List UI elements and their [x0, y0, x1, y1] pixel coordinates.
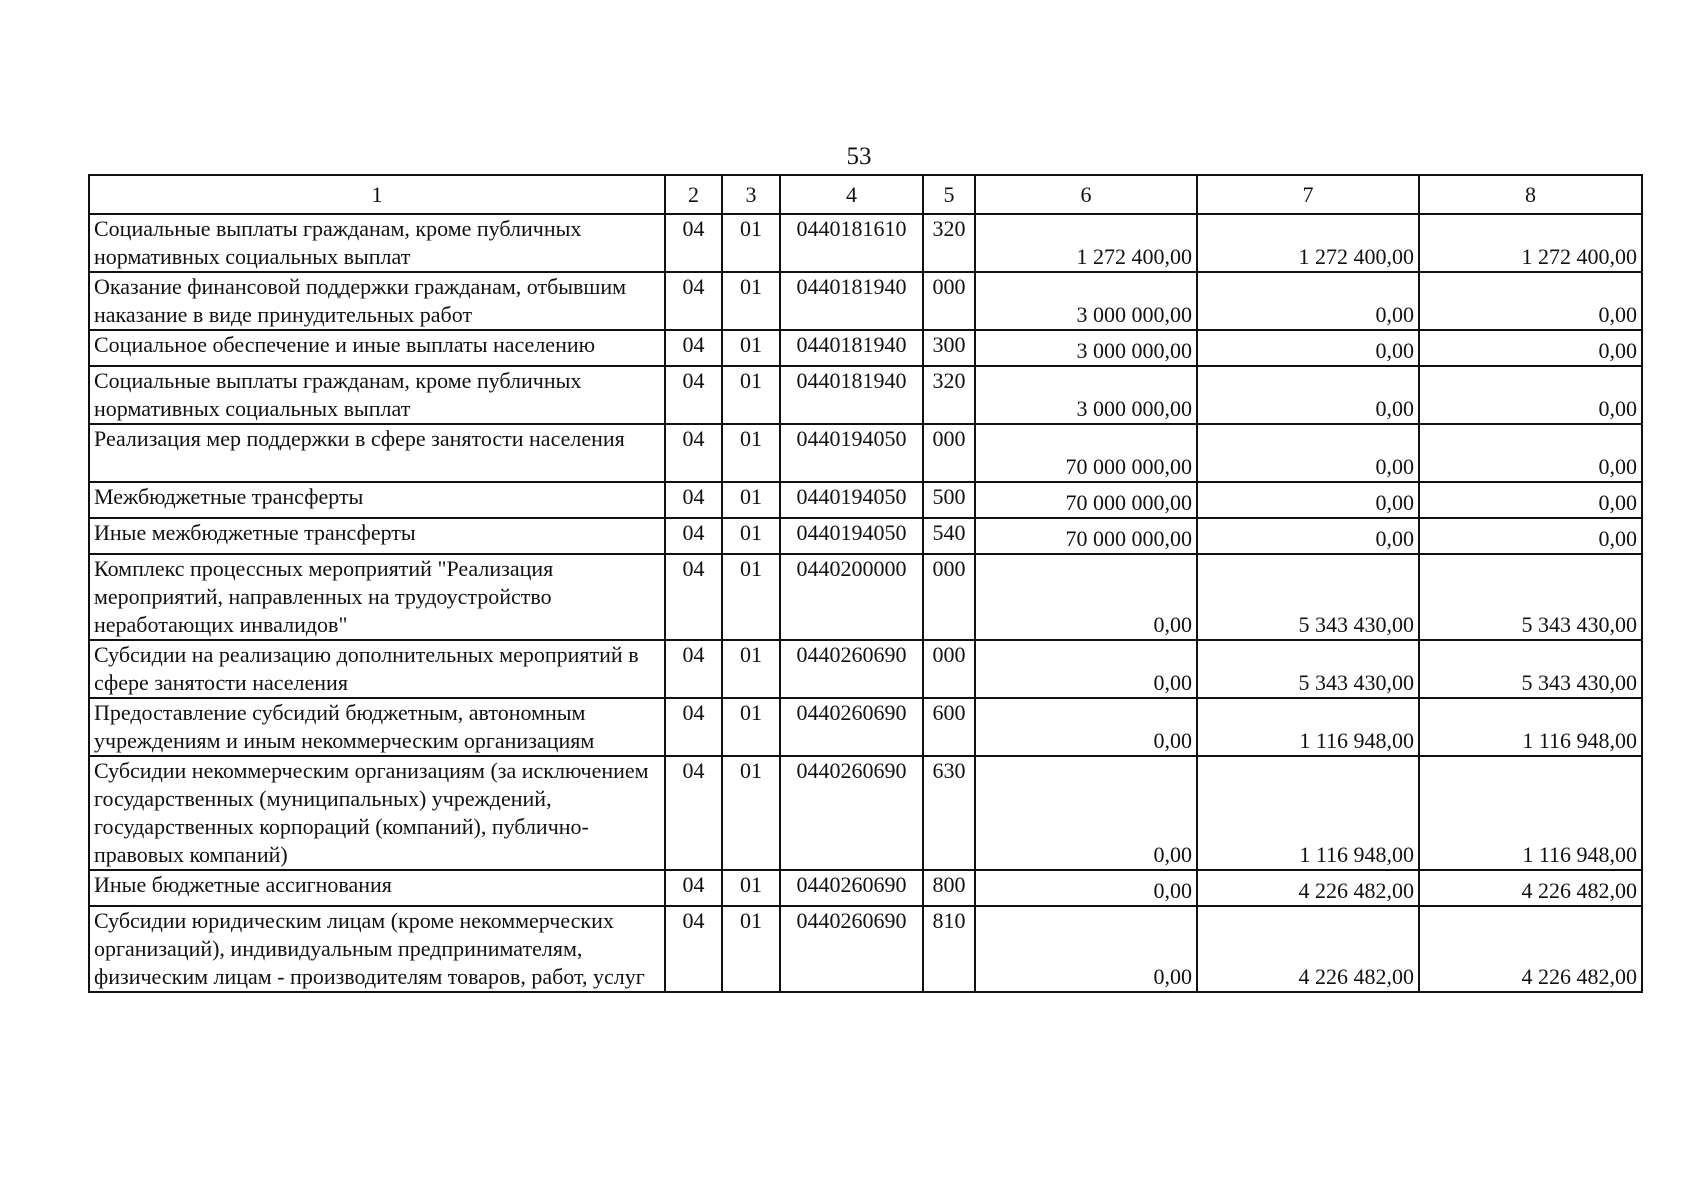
- row-expense-type: 600: [923, 698, 975, 756]
- row-expense-type: 320: [923, 214, 975, 272]
- row-amount-6: 3 000 000,00: [975, 272, 1197, 330]
- table-row: [89, 640, 1642, 698]
- row-amount-7: 0,00: [1197, 272, 1419, 330]
- row-target-article: 0440260690: [780, 698, 923, 756]
- row-amount-7: 0,00: [1197, 330, 1419, 366]
- page-number: 53: [846, 143, 872, 170]
- row-amount-8: 0,00: [1419, 366, 1642, 424]
- row-expense-type: 320: [923, 366, 975, 424]
- row-subsection: 01: [722, 424, 780, 482]
- row-amount-8: 0,00: [1419, 272, 1642, 330]
- row-name: Социальное обеспечение и иные выплаты населению: [89, 330, 665, 366]
- row-target-article: 0440181940: [780, 272, 923, 330]
- row-target-article: 0440194050: [780, 424, 923, 482]
- row-subsection: 01: [722, 870, 780, 906]
- row-subsection: 01: [722, 554, 780, 640]
- row-amount-6: 0,00: [975, 698, 1197, 756]
- row-amount-6: 0,00: [975, 870, 1197, 906]
- row-amount-7: 0,00: [1197, 482, 1419, 518]
- row-section: 04: [665, 366, 722, 424]
- row-name: Субсидии некоммерческим организациям (за исключением государственных (муниципальных) учреждений, государственных корпораций (компаний), публично-правовых компаний): [89, 756, 665, 870]
- row-amount-8: 5 343 430,00: [1419, 554, 1642, 640]
- row-expense-type: 300: [923, 330, 975, 366]
- row-section: 04: [665, 330, 722, 366]
- row-section: 04: [665, 424, 722, 482]
- row-target-article: 0440260690: [780, 906, 923, 992]
- row-amount-8: 4 226 482,00: [1419, 906, 1642, 992]
- row-section: 04: [665, 482, 722, 518]
- row-name: Иные бюджетные ассигнования: [89, 870, 665, 906]
- header-col-5: 5: [923, 175, 975, 214]
- row-section: 04: [665, 756, 722, 870]
- row-section: 04: [665, 214, 722, 272]
- row-amount-6: 0,00: [975, 906, 1197, 992]
- row-target-article: 0440194050: [780, 518, 923, 554]
- row-expense-type: 630: [923, 756, 975, 870]
- row-name: Субсидии на реализацию дополнительных мероприятий в сфере занятости населения: [89, 640, 665, 698]
- row-section: 04: [665, 906, 722, 992]
- row-amount-7: 1 272 400,00: [1197, 214, 1419, 272]
- row-expense-type: 500: [923, 482, 975, 518]
- row-subsection: 01: [722, 906, 780, 992]
- row-expense-type: 000: [923, 424, 975, 482]
- row-subsection: 01: [722, 482, 780, 518]
- row-amount-6: 70 000 000,00: [975, 424, 1197, 482]
- header-col-1: 1: [89, 175, 665, 214]
- row-subsection: 01: [722, 698, 780, 756]
- header-col-7: 7: [1197, 175, 1419, 214]
- row-section: 04: [665, 870, 722, 906]
- row-expense-type: 810: [923, 906, 975, 992]
- row-amount-7: 4 226 482,00: [1197, 906, 1419, 992]
- table-row: [89, 482, 1642, 518]
- table-row: [89, 756, 1642, 870]
- row-subsection: 01: [722, 640, 780, 698]
- table-row: [89, 870, 1642, 906]
- table-row: [89, 330, 1642, 366]
- row-amount-7: 4 226 482,00: [1197, 870, 1419, 906]
- row-expense-type: 000: [923, 554, 975, 640]
- table-row: [89, 698, 1642, 756]
- row-amount-7: 5 343 430,00: [1197, 554, 1419, 640]
- header-col-3: 3: [722, 175, 780, 214]
- table-header: [89, 175, 1642, 214]
- row-amount-6: 0,00: [975, 756, 1197, 870]
- row-amount-6: 70 000 000,00: [975, 482, 1197, 518]
- row-name: Социальные выплаты гражданам, кроме публичных нормативных социальных выплат: [89, 366, 665, 424]
- row-amount-8: 1 272 400,00: [1419, 214, 1642, 272]
- row-name: Иные межбюджетные трансферты: [89, 518, 665, 554]
- table-body: [89, 214, 1642, 992]
- table-row: [89, 424, 1642, 482]
- header-col-6: 6: [975, 175, 1197, 214]
- row-target-article: 0440194050: [780, 482, 923, 518]
- row-target-article: 0440181940: [780, 366, 923, 424]
- row-target-article: 0440260690: [780, 870, 923, 906]
- table-row: [89, 366, 1642, 424]
- row-target-article: 0440181610: [780, 214, 923, 272]
- row-subsection: 01: [722, 366, 780, 424]
- header-col-8: 8: [1419, 175, 1642, 214]
- row-subsection: 01: [722, 330, 780, 366]
- row-amount-7: 0,00: [1197, 366, 1419, 424]
- row-name: Предоставление субсидий бюджетным, автономным учреждениям и иным некоммерческим организациям: [89, 698, 665, 756]
- budget-table: [88, 174, 1643, 993]
- row-expense-type: 000: [923, 640, 975, 698]
- table-row: [89, 554, 1642, 640]
- row-target-article: 0440200000: [780, 554, 923, 640]
- row-amount-8: 4 226 482,00: [1419, 870, 1642, 906]
- row-amount-7: 0,00: [1197, 424, 1419, 482]
- row-name: Реализация мер поддержки в сфере занятости населения: [89, 424, 665, 482]
- row-subsection: 01: [722, 214, 780, 272]
- table-row: [89, 272, 1642, 330]
- row-section: 04: [665, 640, 722, 698]
- row-amount-6: 3 000 000,00: [975, 366, 1197, 424]
- row-subsection: 01: [722, 272, 780, 330]
- row-amount-7: 5 343 430,00: [1197, 640, 1419, 698]
- row-target-article: 0440181940: [780, 330, 923, 366]
- row-name: Субсидии юридическим лицам (кроме некоммерческих организаций), индивидуальным предпринимателям, физическим лицам - производителям товаров, работ, услуг: [89, 906, 665, 992]
- row-amount-8: 0,00: [1419, 424, 1642, 482]
- table-row: [89, 906, 1642, 992]
- row-section: 04: [665, 272, 722, 330]
- row-amount-8: 1 116 948,00: [1419, 698, 1642, 756]
- row-name: Межбюджетные трансферты: [89, 482, 665, 518]
- row-amount-6: 0,00: [975, 554, 1197, 640]
- row-amount-7: 0,00: [1197, 518, 1419, 554]
- row-subsection: 01: [722, 518, 780, 554]
- header-col-2: 2: [665, 175, 722, 214]
- row-amount-8: 0,00: [1419, 518, 1642, 554]
- row-section: 04: [665, 554, 722, 640]
- header-col-4: 4: [780, 175, 923, 214]
- row-amount-8: 0,00: [1419, 330, 1642, 366]
- row-amount-8: 1 116 948,00: [1419, 756, 1642, 870]
- row-amount-7: 1 116 948,00: [1197, 756, 1419, 870]
- row-name: Оказание финансовой поддержки гражданам, отбывшим наказание в виде принудительных работ: [89, 272, 665, 330]
- row-section: 04: [665, 518, 722, 554]
- row-subsection: 01: [722, 756, 780, 870]
- row-amount-6: 3 000 000,00: [975, 330, 1197, 366]
- row-expense-type: 540: [923, 518, 975, 554]
- row-amount-8: 0,00: [1419, 482, 1642, 518]
- row-expense-type: 000: [923, 272, 975, 330]
- row-amount-8: 5 343 430,00: [1419, 640, 1642, 698]
- row-amount-6: 0,00: [975, 640, 1197, 698]
- row-amount-6: 70 000 000,00: [975, 518, 1197, 554]
- row-target-article: 0440260690: [780, 756, 923, 870]
- row-name: Комплекс процессных мероприятий "Реализация мероприятий, направленных на трудоустройство неработающих инвалидов": [89, 554, 665, 640]
- table-row: [89, 518, 1642, 554]
- row-target-article: 0440260690: [780, 640, 923, 698]
- row-amount-6: 1 272 400,00: [975, 214, 1197, 272]
- row-name: Социальные выплаты гражданам, кроме публичных нормативных социальных выплат: [89, 214, 665, 272]
- row-section: 04: [665, 698, 722, 756]
- row-amount-7: 1 116 948,00: [1197, 698, 1419, 756]
- header-row: [89, 175, 1642, 214]
- table-row: [89, 214, 1642, 272]
- row-expense-type: 800: [923, 870, 975, 906]
